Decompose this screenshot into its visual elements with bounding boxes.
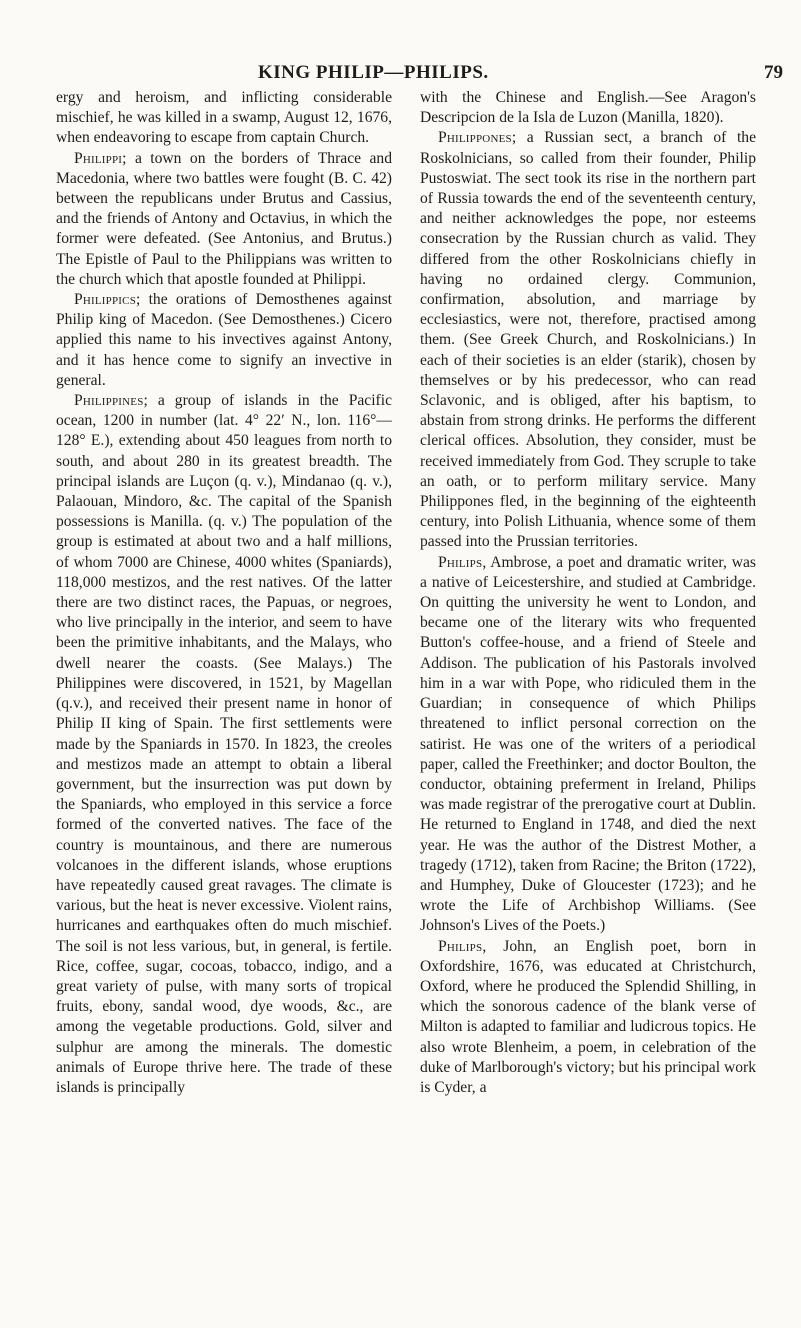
right-column	[420, 88, 756, 1098]
headword: Philips	[438, 553, 483, 571]
entry-philippines	[56, 391, 392, 1098]
entry-text: ; a group of islands in the Pacific ocean, 1200 in number (lat. 4° 22′ N., lon. 116°—128° E.), extending about 450 leagues from north to south, and about 280 in its greatest breadth. The principal islands are Luçon (q. v.), Mindanao (q. v.), Palaouan, Mindoro, &c. The capital of the Spanish possessions is Manilla. (q. v.) The population of the group is estimated at about two and a half millions, of whom 7000 are Chinese, 4000 whites (Spaniards), 118,000 mestizos, and the rest natives. Of the latter there are two distinct races, the Papuas, or negroes, who live principally in the interior, and seem to have been the primitive inhabitants, and the Malays, who dwell nearer the coasts. (See Malays.) The Philippines were discovered, in 1521, by Magellan (q.v.), and received their present name in honor of Philip II king of Spain. The first settlements were made by the Spaniards in 1570. In 1823, the creoles and mestizos made an attempt to obtain a liberal government, but the insurrection was put down by the Spaniards, who employed in this service a force formed of the converted natives. The face of the country is mountainous, and there are numerous volcanoes in the different islands, whose eruptions have repeatedly caused great ravages. The climate is various, but the heat is never excessive. Violent rains, hurricanes and earthquakes often do much mischief. The soil is not less various, but, in general, is fertile. Rice, coffee, sugar, cocoas, tobacco, indigo, and a great variety of pulse, with many sorts of tropical fruits, ebony, sandal wood, dye woods, &c., are among the vegetable productions. Gold, silver and sulphur are among the minerals. The domestic animals of Europe thrive here. The trade of these islands is principally	[56, 392, 392, 1096]
entry-text: , Ambrose, a poet and dramatic writer, was a native of Leicestershire, and studied at Cambridge. On quitting the university he went to London, and became one of the literary wits who frequented Button's coffee-house, and a friend of Steele and Addison. The publication of his Pastorals involved him in a war with Pope, who ridiculed them in the Guardian; in consequence of which Philips threatened to inflict personal correction on the satirist. He was one of the writers of a periodical paper, called the Freethinker; and doctor Boulton, the conductor, obtaining preferment in Ireland, Philips was made registrar of the prerogative court at Dublin. He returned to England in 1748, and died the next year. He was the author of the Distrest Mother, a tragedy (1712), taken from Racine; the Briton (1722), and Humphey, Duke of Gloucester (1723); and he wrote the Life of Archbishop Williams. (See Johnson's Lives of the Poets.)	[420, 553, 756, 935]
entry-text: ; a town on the borders of Thrace and Macedonia, where two battles were fought (B. C. 42) between the republicans under Brutus and Cassius, and the friends of Antony and Octavius, in which the former were defeated. (See Antonius, and Brutus.) The Epistle of Paul to the Philippians was written to the church which that apostle founded at Philippi.	[56, 149, 392, 288]
headword: Philippones	[438, 129, 512, 147]
headword: Philippines	[74, 392, 144, 410]
entry-philippics	[56, 290, 392, 391]
headword: Philips	[438, 937, 483, 955]
entry-text: ; a Russian sect, a branch of the Roskolnicians, so called from their founder, Philip Pustoswiat. The sect took its rise in the northern part of Russia towards the end of the seventeenth century, and neither acknowledges the pope, nor esteems consecration by the Russian church as valid. They differed from the other Roskolnicians chiefly in having no ordained clergy. Communion, confirmation, absolution, and marriage by ecclesiastics, were not, therefore, practised among them. (See Greek Church, and Roskolnicians.) In each of their societies is an elder (starik), chosen by themselves or by his predecessor, who can read Sclavonic, and is obliged, after his baptism, to abstain from strong drinks. He performs the different clerical offices. Absolution, they consider, must be received immediately from God. They scruple to take an oath, or to perform military service. Many Philippones fled, in the beginning of the eighteenth century, into Polish Lithuania, whence some of them passed into the Prussian territories.	[420, 129, 756, 551]
entry-continuation: ergy and heroism, and inflicting considerable mischief, he was killed in a swamp, August 12, 1676, when endeavoring to escape from captain Church.	[56, 89, 392, 147]
entry-text: , John, an English poet, born in Oxfordshire, 1676, was educated at Christchurch, Oxford, where he produced the Splendid Shilling, in which the sonorous cadence of the blank verse of Milton is adapted to familiar and ludicrous topics. He also wrote Blenheim, a poem, in celebration of the duke of Marlborough's victory; but his principal work is Cyder, a	[420, 937, 756, 1096]
entry-philips-john	[420, 937, 756, 1099]
page-number: 79	[764, 62, 783, 83]
entry-philippones	[420, 128, 756, 552]
entry-text: ; the orations of Demosthenes against Philip king of Macedon. (See Demosthenes.) Cicero applied this name to his invectives against Antony, and it has hence come to signify an invective in general.	[56, 291, 392, 389]
headword: Philippi	[74, 149, 123, 167]
left-column	[56, 88, 392, 1098]
entry-philips-ambrose	[420, 553, 756, 937]
page-header	[0, 62, 801, 88]
running-head: KING PHILIP—PHILIPS.	[258, 62, 489, 83]
entry-continuation: with the Chinese and English.—See Aragon's Descripcion de la Isla de Luzon (Manilla, 1820).	[420, 89, 756, 127]
entry-philippi	[56, 149, 392, 290]
headword: Philippics	[74, 291, 137, 309]
